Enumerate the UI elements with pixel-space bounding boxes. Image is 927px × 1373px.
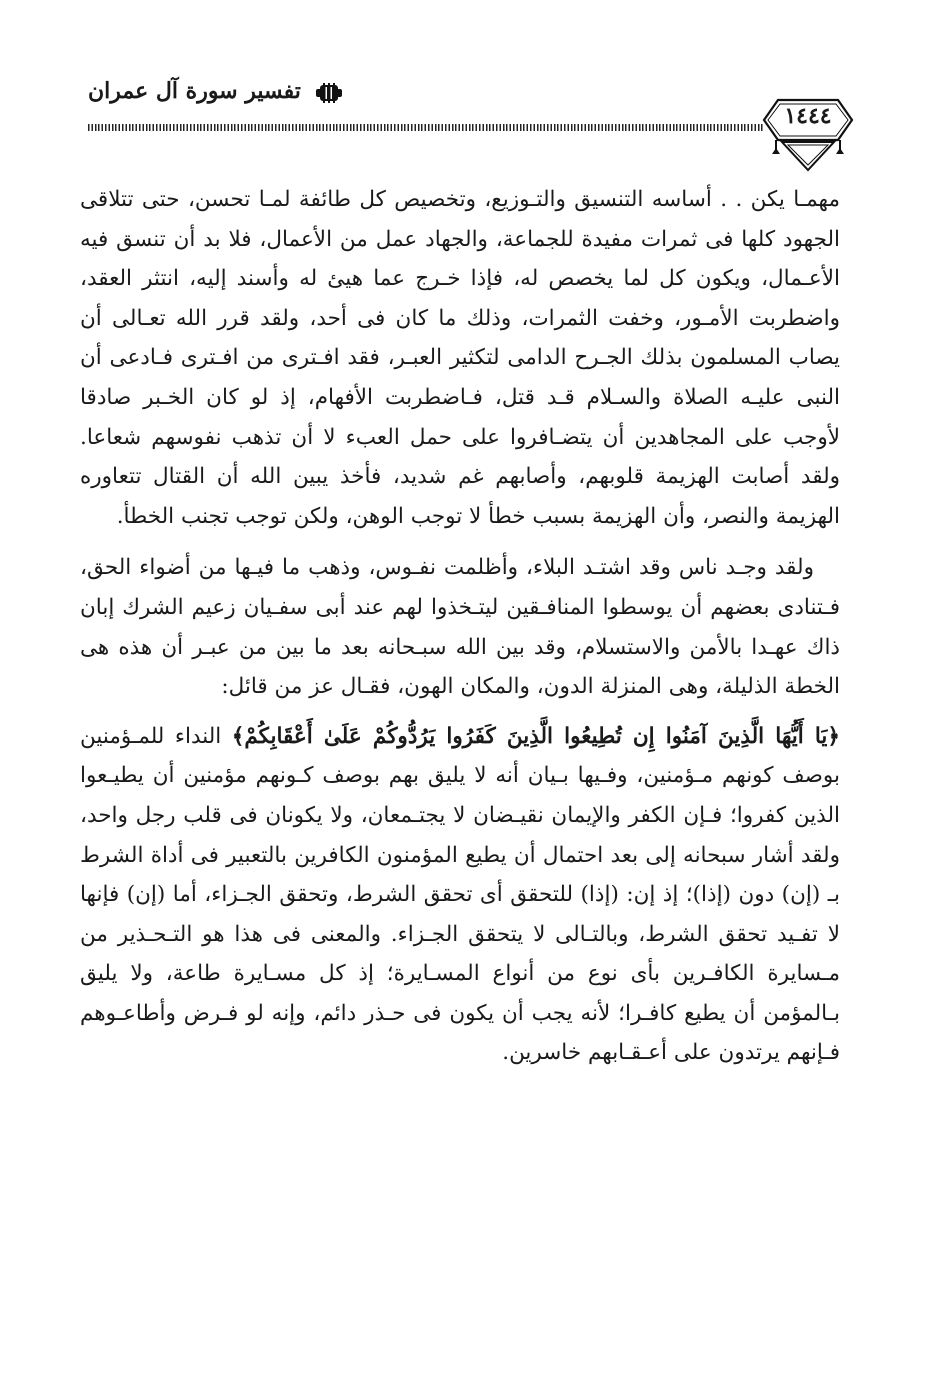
- page-header: [0, 0, 927, 170]
- quran-verse: ﴿يَا أَيُّهَا الَّذِينَ آمَنُوا إِن تُطِيعُوا الَّذِينَ كَفَرُوا يَرُدُّوكُمْ عَلَىٰ أَعْقَابِكُمْ﴾: [231, 723, 840, 749]
- ornament-icon: [316, 83, 342, 103]
- verse-commentary: النداء للمـؤمنين بوصف كونهم مـؤمنين، وفـيها بـيان أنه لا يليق بهم بوصف كـونهم مؤمنين أن يطيـعوا الذين كفروا؛ فـإن الكفر والإيمان نقيـضان لا يجتـمعان، ولا يكونان فى قلب رجل واحد، ولقد أشار سبحانه إلى بعد احتمال أن يطيع المؤمنون الكافرين بالتعبير فى أداة الشرط بـ (إن) دون (إذا)؛ إذ إن: (إذا) للتحقق أى تحقق الشرط، وتحقق الجـزاء، أما (إن) فإنها لا تفـيد تحقق الشرط، وبالتـالى لا يتحقق الجـزاء. والمعنى فى هذا هو التـحـذير من مـسايرة الكافـرين بأى نوع من أنواع المسـايرة؛ إذ كل مسـايرة طاعة، ولا يليق بـالمؤمن أن يطيع كافـرا؛ لأنه يجب أن يكون فى حـذر دائم، وإنه لو فـرض وأطاعـوهم فـإنهم يرتدون على أعـقـابهم خاسرين.: [80, 723, 840, 1066]
- paragraph: مهمـا يكن . . أساسه التنسيق والتـوزيع، وتخصيص كل طائفة لمـا تحسن، حتى تتلاقى الجهود كلها فى ثمرات مفيدة للجماعة، والجهاد عمل من الأعمال، فلا بد أن تنسق فيه الأعـمال، ويكون كل لما يخصص له، فإذا خـرج عما هيئ له وأسند إليه، انتثر العقد، واضطربت الأمـور، وخفت الثمرات، وذلك ما كان فى أحد، ولقد قرر الله تعـالى أن يصاب المسلمون بذلك الجـرح الدامى لتكثير العبـر، فقد افـترى من افـترى فـادعى أن النبى عليـه الصلاة والسـلام قـد قتل، فـاضطربت الأفهام، إذ لو كان الخـبر صادقا لأوجب على المجاهدين أن يتضـافروا على حمل العبء لا أن تذهب نفوسهم شعاعا. ولقد أصابت الهزيمة قلوبهم، وأصابهم غم شديد، فأخذ يبين الله أن القتال تتعاوره الهزيمة والنصر، وأن الهزيمة بسبب خطأ لا توجب الوهن، ولكن توجب تجنب الخطأ.: [80, 187, 840, 529]
- running-title: تفسير سورة آل عمران: [88, 78, 301, 104]
- main-text: [80, 180, 840, 1073]
- header-rule: [88, 124, 764, 131]
- paragraph: ولقد وجـد ناس وقد اشتـد البلاء، وأظلمت نفـوس، وذهب ما فيـها من أضواء الحق، فـتنادى بعضهم أن يوسطوا المنافـقين ليتـخذوا لهم عند أبى سفـيان زعيم الشرك إبان ذاك عهـدا بالأمن والاستسلام، وقد بين الله سبـحانه بعد ما بين من عبـر أن هذه هى الخطة الذليلة، وهى المنزلة الدون، والمكان الهون، فقـال عز من قائل:: [80, 555, 840, 700]
- paragraph: [80, 717, 840, 1073]
- page-number: ١٤٤٤: [784, 103, 832, 129]
